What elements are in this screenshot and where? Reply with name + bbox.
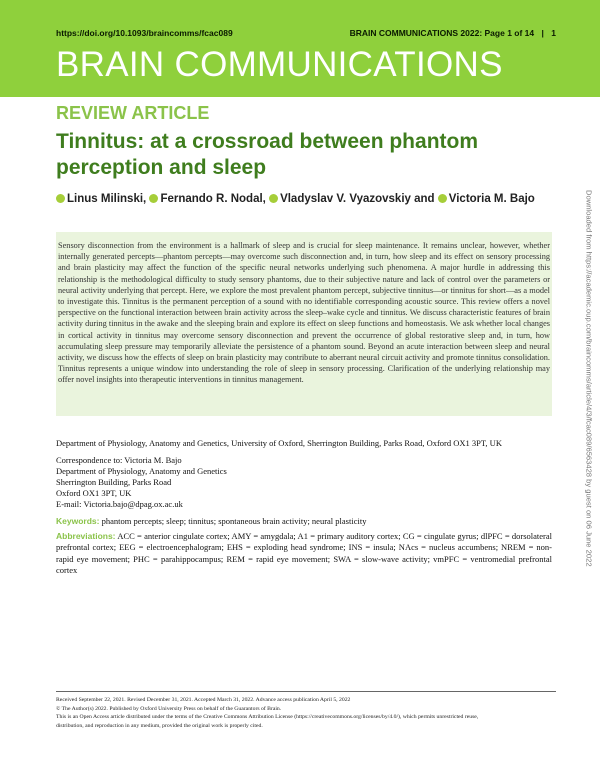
- journal-header-banner: [0, 0, 600, 97]
- author[interactable]: Vladyslav V. Vyazovskiy and: [269, 193, 435, 205]
- affiliation: Department of Physiology, Anatomy and Genetics, University of Oxford, Sherrington Building, Parks Road, Oxford OX1 3PT, UK: [56, 438, 502, 448]
- orcid-icon[interactable]: [438, 194, 447, 203]
- abstract-box: [56, 232, 552, 416]
- author[interactable]: Fernando R. Nodal,: [149, 193, 265, 205]
- journal-page-info: BRAIN COMMUNICATIONS 2022: Page 1 of 14: [349, 28, 535, 38]
- author[interactable]: Victoria M. Bajo: [438, 193, 535, 205]
- download-note: Downloaded from https://academic.oup.com/braincomms/article/4/3/fcac089/6563428 by guest on 06 June 2022: [584, 190, 594, 567]
- footer-line: Received September 22, 2021. Revised December 31, 2021. Accepted March 31, 2022. Advance access publication April 5, 2022: [56, 697, 351, 703]
- abbreviations-text: ACC = anterior cingulate cortex; AMY = amygdala; A1 = primary auditory cortex; CG = cingulate gyrus; dlPFC = dorsolateral prefrontal cortex; EEG = electroencephalogram; EHS = exploding head syndrome; INS = insula; NAcs = nucleus accumbens; NREM = non-rapid eye movement; PHC = parahippocampus; REM = rapid eye movement; SWA = slow-wave activity; vmPFC = ventromedial prefrontal cortex: [56, 531, 553, 575]
- abstract-text: Sensory disconnection from the environment is a hallmark of sleep and is crucial for sleep maintenance. It remains unclear, however, whether internally generated percepts—phantom percepts—may overcome such disconnection and, in turn, how sleep and its effect on sensory processing and brain plasticity may affect the function of the specific neural networks underlying such phenomena. A major hurdle in addressing this relationship is the methodological difficulty to study sensory phantoms, due to their subjective nature and lack of control over the parameters or neural activity underlying that percept. Here, we explore the most prevalent phantom percept, subjective tinnitus—or tinnitus for short—as a model to investigate this. Tinnitus is the permanent perception of a sound with no identifiable corresponding acoustic source. This review offers a novel perspective on the functional interaction between brain activity across the sleep–wake cycle and tinnitus. We discuss characteristic features of brain activity during tinnitus in the awake and the sleeping brain and explore its effect on sleep functions and homeostasis. We ask whether local changes in cortical activity in tinnitus may overcome sensory disconnection and prevent the occurrence of global restorative sleep and, in turn, how accumulating sleep pressure may temporarily alleviate the persistence of a phantom sound. Beyond an acute interaction between sleep and neural activity, we discuss how the effects of sleep on brain plasticity may contribute to aberrant neural circuit activity and promote tinnitus consolidation. Tinnitus represents a unique window into understanding the role of sleep in sensory processing. Clarification of the underlying relationship may offer novel insights into therapeutic interventions in tinnitus management.: [58, 241, 550, 385]
- correspondence-line: Sherrington Building, Parks Road: [56, 477, 172, 487]
- correspondence-email[interactable]: E-mail: Victoria.bajo@dpag.ox.ac.uk: [56, 499, 183, 509]
- abbreviations-label: Abbreviations:: [56, 531, 116, 541]
- author[interactable]: Linus Milinski,: [56, 193, 146, 205]
- footer-line: distribution, and reproduction in any medium, provided the original work is properly cited.: [56, 722, 263, 729]
- footer-line: © The Author(s) 2022. Published by Oxford University Press on behalf of the Guarantors of Brain.: [56, 705, 282, 712]
- keywords-text: phantom percepts; sleep; tinnitus; spontaneous brain activity; neural plasticity: [101, 516, 367, 526]
- correspondence-line: Correspondence to: Victoria M. Bajo: [56, 455, 182, 465]
- footer-line: This is an Open Access article distributed under the terms of the Creative Commons Attribution License (https://creativecommons.org/licenses/by/4.0/), which permits unrestricted reuse,: [56, 714, 479, 721]
- keywords: [56, 516, 556, 526]
- page-info: BRAIN COMMUNICATIONS 2022: Page 1 of 14 | 1: [349, 28, 556, 38]
- article-type: REVIEW ARTICLE: [56, 103, 210, 123]
- orcid-icon[interactable]: [149, 194, 158, 203]
- keywords-label: Keywords:: [56, 516, 100, 526]
- correspondence-line: Department of Physiology, Anatomy and Genetics: [56, 466, 227, 476]
- footer-notes: [56, 691, 556, 730]
- page-number: 1: [551, 28, 556, 38]
- article-title: Tinnitus: at a crossroad between phantom perception and sleep: [56, 130, 479, 179]
- abbreviations: [56, 531, 552, 576]
- orcid-icon[interactable]: [56, 194, 65, 203]
- doi-link[interactable]: https://doi.org/10.1093/braincomms/fcac089: [56, 28, 233, 38]
- correspondence-block: [56, 455, 536, 510]
- journal-title: BRAIN COMMUNICATIONS: [56, 45, 503, 84]
- orcid-icon[interactable]: [269, 194, 278, 203]
- author-list: [56, 193, 535, 205]
- download-watermark: [583, 190, 595, 590]
- correspondence-line: Oxford OX1 3PT, UK: [56, 488, 132, 498]
